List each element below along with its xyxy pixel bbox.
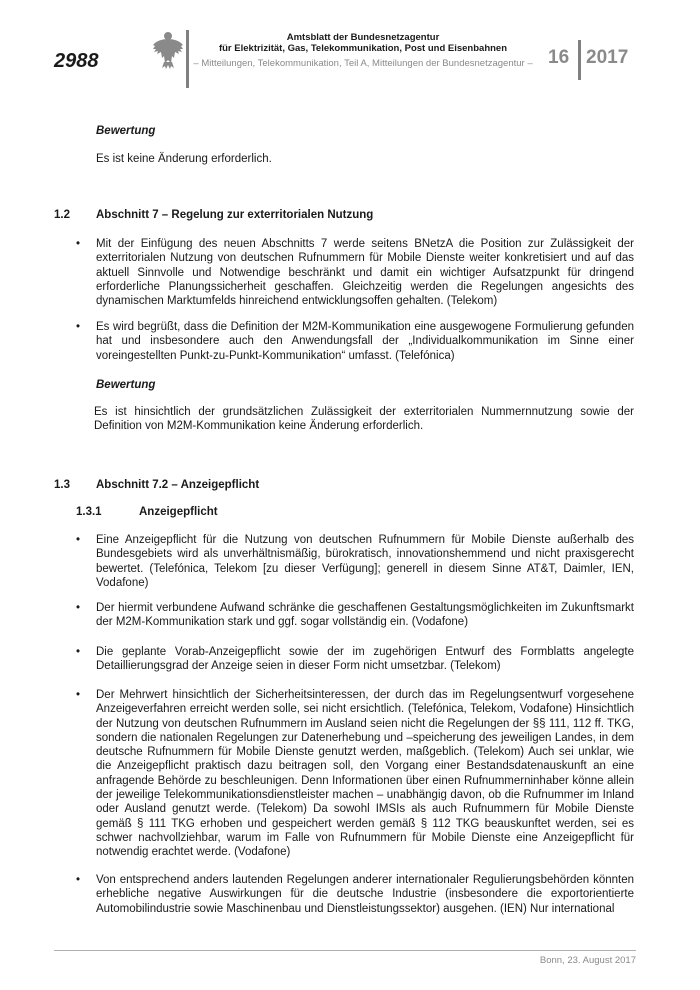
footer-date: Bonn, 23. August 2017 [539,955,636,966]
bewertung-text: Es ist keine Änderung erforderlich. [96,153,272,165]
subsection-number: 1.3.1 [76,506,102,518]
list-item: Mit der Einfügung des neuen Abschnitts 7 werde seitens BNetzA die Position zur Zulässigkeit der exterritorialen Nutzung von deutschen Rufnummern für Mobile Dienste weiter konkretisiert und auf das aktuell Sinnvolle und Notwendige beschränkt und damit ein wichtiger Aufsatzpunkt für dringend erforderliche Planungssicherheit geschaffen. Gleichzeitig werden die Regelungen angesichts des dynamischen Marktumfelds hinreichend entwicklungsoffen gehalten. (Telekom) [96,238,634,308]
bullet-icon: • [76,602,81,614]
list-item: Es wird begrüßt, dass die Definition der M2M-Kommunikation eine ausgewogene Formulierung gefunden hat und insbesondere auch den Anwendungsfall der „Individualkommunikation im Sinne einer voreingestellten Punkt-zu-Punkt-Kommunikation“ umfasst. (Telefónica) [96,321,634,362]
section-number: 1.2 [54,209,70,221]
list-item: Die geplante Vorab-Anzeigepflicht sowie der im zugehörigen Entwurf des Formblatts angelegte Detaillierungsgrad der Anzeige seien in dieser Form nicht umsetzbar. (Telekom) [96,646,634,673]
section-title: Abschnitt 7 – Regelung zur exterritorialen Nutzung [96,209,374,221]
list-item: Von entsprechend anders lautenden Regelungen anderer internationaler Regulierungsbehörden könnten erhebliche negative Auswirkungen für die deutsche Industrie (insbesondere die exportorientierte Automobilindustrie sowie Maschinenbau und Dienstleistungssektor) ausgehen. (IEN) Nur international [96,874,634,915]
bullet-icon: • [76,534,81,546]
header-divider [186,30,189,88]
bullet-icon: • [76,646,81,658]
section-number: 1.3 [54,479,70,491]
issue-divider [578,40,581,80]
bullet-icon: • [76,238,81,250]
issue-year: 2017 [586,47,629,68]
footer-divider [54,950,636,951]
bewertung-text: Es ist hinsichtlich der grundsätzlichen Zulässigkeit der exterritorialen Nummernnutzung sowie der Definition von M2M-Kommunikation keine Änderung erforderlich. [94,406,634,433]
bullet-icon: • [76,874,81,886]
bullet-icon: • [76,689,81,701]
subsection-title: Anzeigepflicht [139,506,218,518]
federal-eagle-icon [152,30,184,70]
section-title: Abschnitt 7.2 – Anzeigepflicht [96,479,260,491]
bewertung-heading: Bewertung [96,379,156,391]
list-item: Der Mehrwert hinsichtlich der Sicherheitsinteressen, der durch das im Regelungsentwurf vorgesehene Anzeigeverfahren erreicht werden solle, sei nicht ersichtlich. (Telefónica, Telekom, Vodafone) Hinsichtlich der Nutzung von deutschen Rufnummern im Ausland seien nicht die Regelungen der §§ 111, 112 ff. TKG, sondern die nationalen Regelungen zur Datenerhebung und –speicherung des jeweiligen Landes, in dem deutsche Rufnummern für Mobile Dienste genutzt werden, maßgeblich. (Telekom) Auch sei unklar, wie die Anzeigepflicht praktisch dazu beitragen soll, den Vorgang einer Bestandsdatenauskunft an eine anfragende Behörde zu beschleunigen. Denn Informationen über einen Rufnummerninhaber könne allein der jeweilige Telekommunikationsdienstleister machen – unabhängig davon, ob die Rufnummer im Inland oder Ausland genutzt werde. (Telekom) Da sowohl IMSIs als auch Rufnummern für Mobile Dienste gemäß § 111 TKG erhoben und gespeichert werden gemäß § 112 TKG beauskunftet werden, sei es schwer nachvollziehbar, warum im Falle von Rufnummern für Mobile Dienste eine Anzeigepflicht für notwendig erachtet werde. (Vodafone) [96,689,634,859]
list-item: Eine Anzeigepflicht für die Nutzung von deutschen Rufnummern für Mobile Dienste außerhalb des Bundesgebiets wird als unverhältnismäßig, bürokratisch, innovationshemmend und nicht praxisgerecht bewertet. (Telefónica, Telekom [zu dieser Verfügung]; generell in diesem Sinne AT&T, Daimler, IEN, Vodafone) [96,534,634,589]
journal-title-sub: für Elektrizität, Gas, Telekommunikation, Post und Eisenbahnen [218,43,508,54]
journal-section: – Mitteilungen, Telekommunikation, Teil A, Mitteilungen der Bundesnetzagentur – [193,58,533,69]
page-number: 2988 [54,50,99,72]
list-item: Der hiermit verbundene Aufwand schränke die geschaffenen Gestaltungsmöglichkeiten im Zukunftsmarkt der M2M-Kommunikation stark und ggf. sogar vollständig ein. (Vodafone) [96,602,634,629]
bullet-icon: • [76,321,81,333]
journal-title: Amtsblatt der Bundesnetzagentur [286,32,440,43]
bewertung-heading: Bewertung [96,125,156,137]
issue-number: 16 [548,47,570,68]
